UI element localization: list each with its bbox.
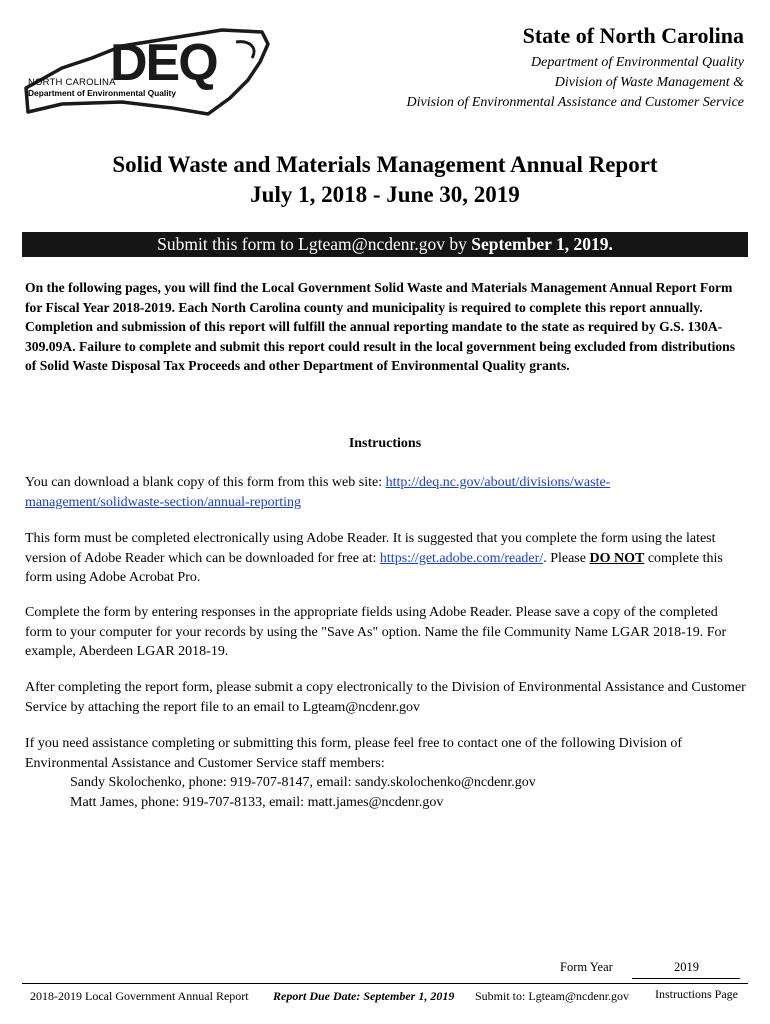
instructions-submit: After completing the report form, please submit a copy electronically to the Division of Environmental Assistance and Customer Service by attaching the report file to an email to Lgteam@ncdenr.gov [25, 680, 746, 715]
state-name: State of North Carolina [522, 23, 744, 48]
do-not-emphasis: DO NOT [589, 550, 645, 566]
nc-deq-logo [22, 22, 272, 117]
department-name: Department of Environmental Quality [531, 55, 744, 70]
contact-intro: If you need assistance completing or submitting this form, please feel free to contact one of the following Division of Environmental Assistance and Customer Service staff members: [25, 736, 683, 771]
footer-page-name: Instructions Page [655, 987, 738, 1001]
footer-submit-to: Submit to: Lgteam@ncdenr.gov [475, 989, 630, 1003]
adobe-end: complete this form using Adobe Acrobat Pro. [25, 550, 723, 585]
division-waste: Division of Waste Management & [554, 75, 744, 90]
form-year-label: Form Year [560, 960, 613, 974]
instructions-save: Complete the form by entering responses in the appropriate fields using Adobe Reader. Please save a copy of the completed form to your computer for your records by using the "Save As" option. Name the file Community Name LGAR 2018-19. For example, Aberdeen LGAR 2018-19. [25, 605, 727, 659]
instructions-download [25, 473, 747, 512]
header-block [406, 22, 744, 113]
contact-matt: Matt James, phone: 919-707-8133, email: matt.james@ncdenr.gov [70, 794, 444, 810]
logo-state-label: NORTH CAROLINA [28, 77, 116, 88]
adobe-mid: . Please [543, 550, 590, 566]
form-year-value: 2019 [674, 960, 699, 974]
banner-deadline: September 1, 2019. [471, 234, 613, 254]
instructions-contact [25, 734, 747, 812]
instructions-adobe [25, 529, 747, 588]
contact-sandy: Sandy Skolochenko, phone: 919-707-8147, email: sandy.skolochenko@ncdenr.gov [70, 775, 536, 790]
intro-paragraph: On the following pages, you will find the Local Government Solid Waste and Materials Management Annual Report Form for Fiscal Year 2018-2019. Each North Carolina county and municipality is required to complete this report annually. Completion and submission of this report will fulfill the annual reporting mandate to the state as required by G.S. 130A-309.09A. Failure to complete and submit this report could result in the local government being excluded from distributions of Solid Waste Disposal Tax Proceeds and other Department of Environmental Quality grants. [25, 280, 736, 373]
adobe-reader-link[interactable]: https://get.adobe.com/reader/ [379, 550, 544, 566]
footer-divider [22, 983, 748, 984]
footer-report-name: 2018-2019 Local Government Annual Report [30, 989, 249, 1003]
logo-text: DEQ [110, 34, 217, 92]
logo-dept-label: Department of Environmental Quality [28, 88, 176, 98]
footer-due-date: Report Due Date: September 1, 2019 [273, 989, 455, 1003]
submit-banner [22, 232, 748, 257]
download-text: You can download a blank copy of this form from this web site: [25, 475, 386, 490]
instructions-heading: Instructions [348, 436, 422, 451]
adobe-text: This form must be completed electronically using Adobe Reader. It is suggested that you complete the form using the latest version of Adobe Reader which can be downloaded for free at: [25, 531, 716, 566]
annual-reporting-link[interactable]: http://deq.nc.gov/about/divisions/waste-management/solidwaste-section/annual-reporting [25, 475, 611, 510]
report-period: July 1, 2018 - June 30, 2019 [250, 182, 520, 207]
report-title: Solid Waste and Materials Management Annual Report [112, 152, 658, 177]
division-assistance: Division of Environmental Assistance and Customer Service [406, 95, 744, 110]
logo-swoosh [236, 42, 254, 58]
form-year-underline [632, 978, 740, 979]
banner-text: Submit this form to Lgteam@ncdenr.gov by [157, 234, 472, 254]
